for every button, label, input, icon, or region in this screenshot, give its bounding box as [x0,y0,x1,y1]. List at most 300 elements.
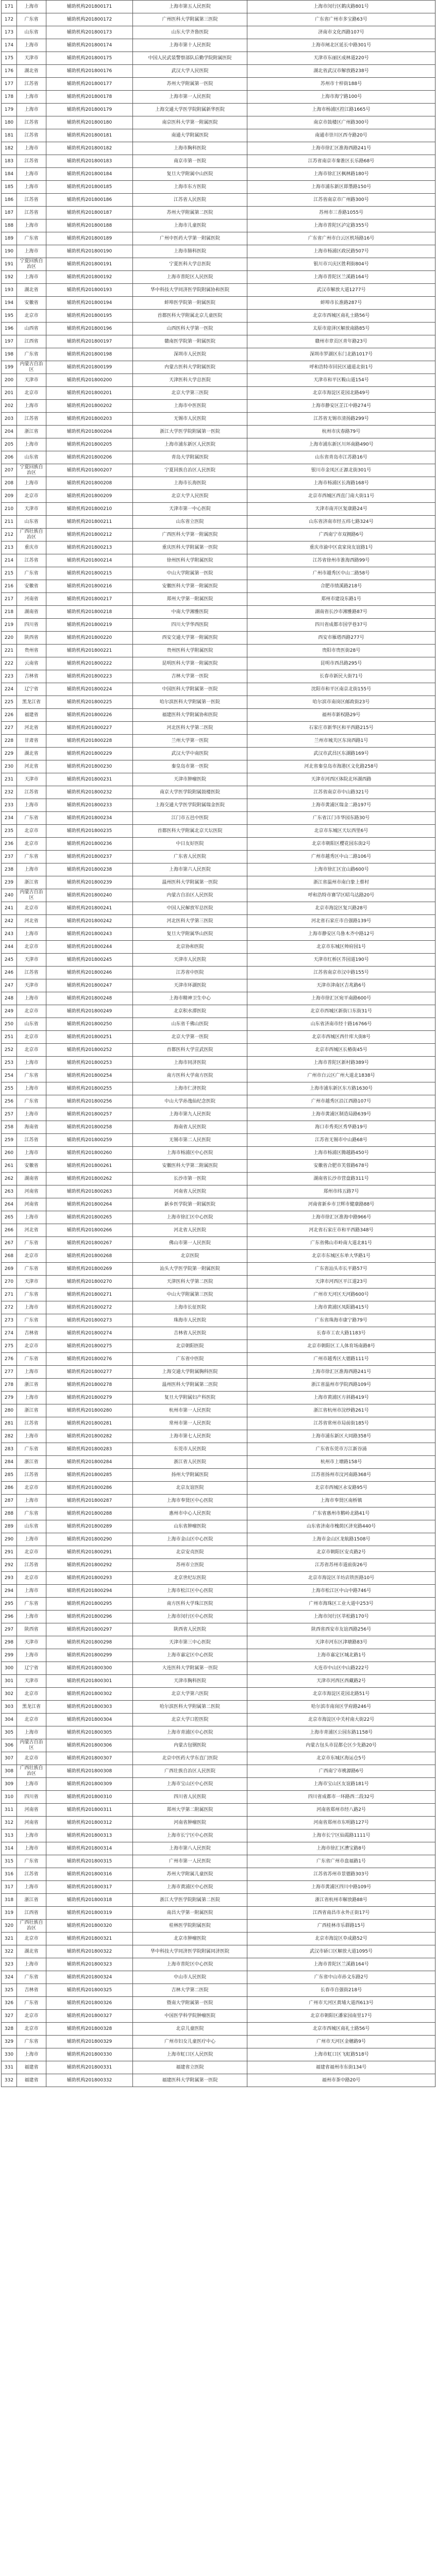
table-row [2,374,435,387]
hospital-name-cell: 北京中医药大学东直门医院 [133,1752,247,1765]
hospital-address-cell: 江苏省无锡市清扬路299号 [247,413,435,426]
hospital-name-cell: 复旦大学附属妇产科医院 [133,1392,247,1404]
hospital-name-cell: 兰州大学第一医院 [133,735,247,748]
region-cell: 山东省 [17,1018,46,1031]
region-cell: 上海市 [17,1495,46,1507]
hospital-name-cell: 复旦大学附属中山医院 [133,168,247,181]
hospital-name-cell: 上海市长宁区中心医院 [133,1829,247,1842]
hospital-name-cell: 汕头大学医学院第一附属医院 [133,1263,247,1276]
region-cell: 上海市 [17,928,46,941]
row-number-cell: 290 [2,1533,17,1546]
hospital-address-cell: 重庆市渝中区袁家岗友谊路1号 [247,541,435,554]
table-row [2,1636,435,1649]
hospital-address-cell: 广州市越秀区沿江西路107号 [247,1095,435,1108]
row-number-cell: 264 [2,1198,17,1211]
hospital-name-cell: 苏州大学附属第二医院 [133,207,247,219]
row-number-cell: 271 [2,1289,17,1301]
row-number-cell: 225 [2,696,17,709]
hospital-name-cell: 中山大学附属第三医院 [133,1289,247,1301]
table-row [2,91,435,104]
hospital-address-cell: 江苏省南京市广州路300号 [247,194,435,207]
hospital-address-cell: 北京市海淀区复兴路28号 [247,902,435,915]
region-cell: 广西壮族自治区 [17,1765,46,1778]
region-cell: 广东省 [17,1855,46,1868]
region-cell: 浙江省 [17,1894,46,1907]
row-number-cell: 212 [2,529,17,541]
region-cell: 上海市 [17,168,46,181]
hospital-address-cell: 江苏省徐州市淮海西路99号 [247,554,435,567]
row-number-cell: 201 [2,387,17,400]
institution-code-cell: 辅助机构201800188 [46,219,133,232]
hospital-address-cell: 太原市迎泽区解放南路85号 [247,323,435,335]
hospital-name-cell: 青岛大学附属医院 [133,451,247,464]
institution-code-cell: 辅助机构201800324 [46,1971,133,1984]
table-row [2,1662,435,1675]
institution-code-cell: 辅助机构201800211 [46,516,133,529]
hospital-name-cell: 昆明医科大学第一附属医院 [133,657,247,670]
hospital-name-cell: 上海市浦东新区人民医院 [133,438,247,451]
institution-code-cell: 辅助机构201800232 [46,786,133,799]
hospital-address-cell: 赣州市章贡区青年路23号 [247,335,435,348]
table-row [2,1057,435,1070]
hospital-address-cell: 广东省广州市多宝路63号 [247,13,435,26]
institution-code-cell: 辅助机构201800291 [46,1546,133,1559]
table-row [2,1160,435,1173]
hospital-name-cell: 北京大学人民医院 [133,490,247,503]
table-row [2,1546,435,1559]
table-row [2,207,435,219]
hospital-name-cell: 上海市中医医院 [133,400,247,413]
row-number-cell: 190 [2,245,17,258]
table-row [2,1366,435,1379]
hospital-name-cell: 河南省人民医院 [133,1185,247,1198]
region-cell: 上海市 [17,1057,46,1070]
row-number-cell: 252 [2,1044,17,1057]
hospital-address-cell: 上海市闵行区莘松路170号 [247,1611,435,1623]
hospital-address-cell: 江苏省无锡市中山路68号 [247,1134,435,1147]
hospital-name-cell: 广州市妇女儿童医疗中心 [133,2036,247,2048]
region-cell: 北京市 [17,941,46,954]
row-number-cell: 300 [2,1662,17,1675]
row-number-cell: 186 [2,194,17,207]
table-row [2,1301,435,1314]
hospital-name-cell: 中国医学科学院肿瘤医院 [133,2010,247,2023]
institution-code-cell: 辅助机构201800234 [46,812,133,825]
registry-table-body [2,1,435,2087]
institution-code-cell: 辅助机构201800243 [46,928,133,941]
hospital-name-cell: 宁夏医科大学总医院 [133,258,247,271]
row-number-cell: 308 [2,1765,17,1778]
row-number-cell: 218 [2,606,17,619]
institution-code-cell: 辅助机构201800260 [46,1147,133,1160]
table-row [2,1804,435,1817]
row-number-cell: 209 [2,490,17,503]
institution-code-cell: 辅助机构201800202 [46,400,133,413]
hospital-address-cell: 上海市静安区芷江中路274号 [247,400,435,413]
institution-code-cell: 辅助机构201800309 [46,1778,133,1791]
table-row [2,1881,435,1894]
institution-code-cell: 辅助机构201800190 [46,245,133,258]
hospital-name-cell: 哈尔滨医科大学附属第二医院 [133,1701,247,1714]
region-cell: 天津市 [17,1675,46,1688]
hospital-address-cell: 上海市金山区龙航路1508号 [247,1533,435,1546]
row-number-cell: 239 [2,876,17,889]
institution-code-cell: 辅助机构201800313 [46,1829,133,1842]
region-cell: 天津市 [17,954,46,967]
row-number-cell: 245 [2,954,17,967]
region-cell: 山东省 [17,451,46,464]
institution-code-cell: 辅助机构201800219 [46,619,133,632]
institution-code-cell: 辅助机构201800208 [46,477,133,490]
institution-code-cell: 辅助机构201800182 [46,142,133,155]
hospital-name-cell: 中日友好医院 [133,838,247,851]
region-cell: 福建省 [17,2061,46,2074]
table-row [2,851,435,863]
institution-code-cell: 辅助机构201800221 [46,645,133,657]
region-cell: 河南省 [17,1804,46,1817]
hospital-name-cell: 苏州市立医院 [133,1559,247,1572]
table-row [2,1108,435,1121]
table-row [2,1688,435,1701]
hospital-address-cell: 郑州市纬五路7号 [247,1185,435,1198]
region-cell: 上海市 [17,863,46,876]
row-number-cell: 309 [2,1778,17,1791]
institution-code-cell: 辅助机构201800220 [46,632,133,645]
institution-code-cell: 辅助机构201800225 [46,696,133,709]
region-cell: 内蒙古自治区 [17,1739,46,1752]
row-number-cell: 198 [2,348,17,361]
row-number-cell: 243 [2,928,17,941]
row-number-cell: 288 [2,1507,17,1520]
hospital-address-cell: 哈尔滨市南岗区邮政街23号 [247,696,435,709]
region-cell: 宁夏回族自治区 [17,464,46,477]
row-number-cell: 199 [2,361,17,374]
hospital-name-cell: 天津医科大学第二医院 [133,1276,247,1289]
row-number-cell: 331 [2,2061,17,2074]
row-number-cell: 232 [2,786,17,799]
table-row [2,52,435,65]
hospital-name-cell: 上海市嘉定区中心医院 [133,1649,247,1662]
institution-code-cell: 辅助机构201800205 [46,438,133,451]
table-row [2,1623,435,1636]
hospital-name-cell: 杭州市第一人民医院 [133,1404,247,1417]
row-number-cell: 185 [2,181,17,194]
hospital-name-cell: 上海市徐汇区中心医院 [133,1211,247,1224]
hospital-address-cell: 北京市朝阳区安贞路2号 [247,1546,435,1559]
institution-code-cell: 辅助机构201800257 [46,1108,133,1121]
institution-code-cell: 辅助机构201800253 [46,1057,133,1070]
hospital-name-cell: 暨南大学附属第一医院 [133,1997,247,2010]
row-number-cell: 296 [2,1611,17,1623]
hospital-address-cell: 上海市杨浦区政民路507号 [247,245,435,258]
region-cell: 江苏省 [17,129,46,142]
institution-code-cell: 辅助机构201800295 [46,1598,133,1611]
row-number-cell: 236 [2,838,17,851]
table-row [2,760,435,773]
institution-code-cell: 辅助机构201800207 [46,464,133,477]
institution-code-cell: 辅助机构201800212 [46,529,133,541]
institution-code-cell: 辅助机构201800191 [46,258,133,271]
institution-code-cell: 辅助机构201800267 [46,1237,133,1250]
hospital-address-cell: 上海市普陀区兰溪路164号 [247,271,435,284]
region-cell: 河北省 [17,915,46,928]
row-number-cell: 286 [2,1482,17,1495]
region-cell: 广东省 [17,1353,46,1366]
region-cell: 河南省 [17,1185,46,1198]
region-cell: 天津市 [17,1636,46,1649]
hospital-name-cell: 广东省人民医院 [133,851,247,863]
institution-code-cell: 辅助机构201800293 [46,1572,133,1585]
hospital-name-cell: 山东省立医院 [133,516,247,529]
hospital-address-cell: 北京市西城区永安路95号 [247,1482,435,1495]
hospital-address-cell: 北京市朝阳区潘家园南里17号 [247,2010,435,2023]
institution-code-cell: 辅助机构201800209 [46,490,133,503]
row-number-cell: 329 [2,2036,17,2048]
hospital-address-cell: 北京市西城区西直门南大街11号 [247,490,435,503]
hospital-name-cell: 复旦大学附属华山医院 [133,928,247,941]
hospital-name-cell: 上海市儿童医院 [133,219,247,232]
institution-code-cell: 辅助机构201800282 [46,1430,133,1443]
table-row [2,954,435,967]
institution-code-cell: 辅助机构201800233 [46,799,133,812]
institution-code-cell: 辅助机构201800176 [46,65,133,78]
institution-code-cell: 辅助机构201800303 [46,1701,133,1714]
region-cell: 湖北省 [17,748,46,760]
row-number-cell: 178 [2,91,17,104]
institution-code-cell: 辅助机构201800322 [46,1945,133,1958]
row-number-cell: 219 [2,619,17,632]
region-cell: 湖南省 [17,1173,46,1185]
region-cell: 上海市 [17,992,46,1005]
institution-code-cell: 辅助机构201800244 [46,941,133,954]
hospital-address-cell: 北京市西城区南礼士路56号 [247,310,435,323]
table-row [2,709,435,722]
institution-code-cell: 辅助机构201800318 [46,1894,133,1907]
row-number-cell: 177 [2,78,17,91]
hospital-address-cell: 上海市普陀区泸定路355号 [247,219,435,232]
institution-code-cell: 辅助机构201800264 [46,1198,133,1211]
table-row [2,812,435,825]
hospital-address-cell: 长春市自强街218号 [247,1984,435,1997]
institution-code-cell: 辅助机构201800252 [46,1044,133,1057]
table-row [2,1018,435,1031]
hospital-name-cell: 河北省人民医院 [133,1224,247,1237]
hospital-address-cell: 湖北省武汉市解放路238号 [247,65,435,78]
row-number-cell: 175 [2,52,17,65]
table-row [2,2048,435,2061]
hospital-name-cell: 河北医科大学第三医院 [133,915,247,928]
row-number-cell: 297 [2,1623,17,1636]
hospital-name-cell: 上海市东方医院 [133,181,247,194]
hospital-name-cell: 上海交通大学医学院附属新华医院 [133,104,247,116]
table-row [2,1147,435,1160]
row-number-cell: 194 [2,297,17,310]
table-row [2,39,435,52]
region-cell: 江苏省 [17,78,46,91]
hospital-address-cell: 南通市崇川区西寺路20号 [247,129,435,142]
hospital-address-cell: 上海市徐汇区漕宝路8号 [247,1842,435,1855]
region-cell: 北京市 [17,2023,46,2036]
region-cell: 广东省 [17,1095,46,1108]
region-cell: 吉林省 [17,670,46,683]
table-row [2,116,435,129]
institution-code-cell: 辅助机构201800247 [46,979,133,992]
hospital-address-cell: 浙江省杭州市浣纱路261号 [247,1404,435,1417]
table-row [2,645,435,657]
region-cell: 江西省 [17,1907,46,1920]
hospital-name-cell: 华中科技大学同济医学院附属同济医院 [133,1945,247,1958]
table-row [2,1675,435,1688]
institution-code-cell: 辅助机构201800200 [46,374,133,387]
hospital-name-cell: 北京大学口腔医院 [133,1714,247,1726]
region-cell: 江苏省 [17,207,46,219]
row-number-cell: 319 [2,1907,17,1920]
institution-code-cell: 辅助机构201800326 [46,1997,133,2010]
table-row [2,567,435,580]
hospital-name-cell: 上海市青浦区中心医院 [133,1726,247,1739]
hospital-name-cell: 天津市肿瘤医院 [133,773,247,786]
table-row [2,1044,435,1057]
institution-code-cell: 辅助机构201800281 [46,1417,133,1430]
hospital-name-cell: 内蒙古包钢医院 [133,1739,247,1752]
hospital-name-cell: 南昌大学第一附属医院 [133,1907,247,1920]
row-number-cell: 211 [2,516,17,529]
table-row [2,1417,435,1430]
hospital-name-cell: 中国人民武装警察部队后勤学院附属医院 [133,52,247,65]
row-number-cell: 282 [2,1430,17,1443]
hospital-name-cell: 中山大学孙逸仙纪念医院 [133,1095,247,1108]
hospital-name-cell: 首都医科大学宣武医院 [133,1044,247,1057]
hospital-address-cell: 广州市越秀区中山二路58号 [247,567,435,580]
region-cell: 江苏省 [17,1417,46,1430]
institution-code-cell: 辅助机构201800300 [46,1662,133,1675]
institution-code-cell: 辅助机构201800274 [46,1327,133,1340]
row-number-cell: 278 [2,1379,17,1392]
institution-code-cell: 辅助机构201800217 [46,593,133,606]
region-cell: 安徽省 [17,580,46,593]
hospital-address-cell: 浙江省温州市学院西路109号 [247,1379,435,1392]
hospital-name-cell: 天津市环湖医院 [133,979,247,992]
institution-code-cell: 辅助机构201800227 [46,722,133,735]
hospital-address-cell: 北京市朝阳区工人体育场南路8号 [247,1340,435,1353]
region-cell: 天津市 [17,1276,46,1289]
row-number-cell: 189 [2,232,17,245]
institution-code-cell: 辅助机构201800269 [46,1263,133,1276]
hospital-address-cell: 山东省济南市槐荫区济兖路440号 [247,1520,435,1533]
hospital-name-cell: 北京大学第一医院 [133,1031,247,1044]
region-cell: 广东省 [17,2036,46,2048]
hospital-address-cell: 上海市静安区乌鲁木齐中路12号 [247,928,435,941]
institution-code-cell: 辅助机构201800270 [46,1276,133,1289]
hospital-name-cell: 南京医科大学第一附属医院 [133,116,247,129]
hospital-address-cell: 天津市南开区复康路24号 [247,503,435,516]
table-row [2,284,435,297]
hospital-name-cell: 上海市宝山区中心医院 [133,1778,247,1791]
institution-code-cell: 辅助机构201800237 [46,851,133,863]
hospital-address-cell: 广州市越秀区大德路111号 [247,1353,435,1366]
table-row [2,1559,435,1572]
hospital-address-cell: 浙江省杭州市解放路88号 [247,1894,435,1907]
hospital-address-cell: 呼和浩特市赛罕区昭乌达路20号 [247,889,435,902]
hospital-name-cell: 珠海市人民医院 [133,1314,247,1327]
hospital-address-cell: 江苏省南京市秦淮区长乐路68号 [247,155,435,168]
institution-code-cell: 辅助机构201800299 [46,1649,133,1662]
table-row [2,1082,435,1095]
region-cell: 北京市 [17,490,46,503]
hospital-name-cell: 中山大学附属第一医院 [133,567,247,580]
table-row [2,580,435,593]
table-row [2,1121,435,1134]
hospital-address-cell: 北京市海淀区羊坊店铁医路10号 [247,1572,435,1585]
institution-code-cell: 辅助机构201800197 [46,335,133,348]
table-row [2,2036,435,2048]
institution-code-cell: 辅助机构201800193 [46,284,133,297]
row-number-cell: 230 [2,760,17,773]
row-number-cell: 299 [2,1649,17,1662]
hospital-name-cell: 上海市精神卫生中心 [133,992,247,1005]
hospital-address-cell: 北京市海淀区花园北路49号 [247,387,435,400]
region-cell: 浙江省 [17,1379,46,1392]
row-number-cell: 298 [2,1636,17,1649]
table-row [2,503,435,516]
table-row [2,490,435,503]
hospital-address-cell: 上海市黄浦区制造局路639号 [247,1108,435,1121]
region-cell: 江苏省 [17,967,46,979]
hospital-address-cell: 江苏省南京市中山路321号 [247,786,435,799]
institution-code-cell: 辅助机构201800320 [46,1920,133,1933]
hospital-address-cell: 广东省广州市盘福路1号 [247,1855,435,1868]
hospital-name-cell: 西安交通大学第一附属医院 [133,632,247,645]
hospital-address-cell: 天津市东丽区成林道220号 [247,52,435,65]
table-row [2,1263,435,1276]
row-number-cell: 255 [2,1082,17,1095]
table-row [2,1340,435,1353]
hospital-address-cell: 北京市海淀区花园北路51号 [247,1688,435,1701]
row-number-cell: 223 [2,670,17,683]
hospital-name-cell: 浙江大学医学院附属第二医院 [133,1894,247,1907]
hospital-address-cell: 武汉市硚口区解放大道1095号 [247,1945,435,1958]
region-cell: 内蒙古自治区 [17,361,46,374]
institution-code-cell: 辅助机构201800229 [46,748,133,760]
hospital-address-cell: 江苏省苏州市道前街26号 [247,1559,435,1572]
hospital-name-cell: 北京安贞医院 [133,1546,247,1559]
hospital-name-cell: 吉林大学第二医院 [133,1984,247,1997]
region-cell: 北京市 [17,2010,46,2023]
hospital-name-cell: 北京协和医院 [133,941,247,954]
table-row [2,1868,435,1881]
hospital-address-cell: 北京市朝阳区樱花园东街2号 [247,838,435,851]
hospital-address-cell: 天津市河西区体院北环湖西路 [247,773,435,786]
table-row [2,1520,435,1533]
institution-code-cell: 辅助机构201800224 [46,683,133,696]
table-row [2,78,435,91]
table-row [2,13,435,26]
hospital-address-cell: 上海市虹口区飞虹路518号 [247,2048,435,2061]
region-cell: 广西壮族自治区 [17,1920,46,1933]
table-row [2,735,435,748]
hospital-address-cell: 上海市徐汇区淮海西路241号 [247,142,435,155]
row-number-cell: 301 [2,1675,17,1688]
hospital-address-cell: 广州市海珠区工业大道中253号 [247,1598,435,1611]
row-number-cell: 238 [2,863,17,876]
hospital-name-cell: 上海市松江区中心医院 [133,1585,247,1598]
region-cell: 江苏省 [17,1868,46,1881]
institution-code-cell: 辅助机构201800175 [46,52,133,65]
hospital-name-cell: 上海市闵行区中心医院 [133,1611,247,1623]
institution-code-cell: 辅助机构201800323 [46,1958,133,1971]
region-cell: 宁夏回族自治区 [17,258,46,271]
table-row [2,1611,435,1623]
